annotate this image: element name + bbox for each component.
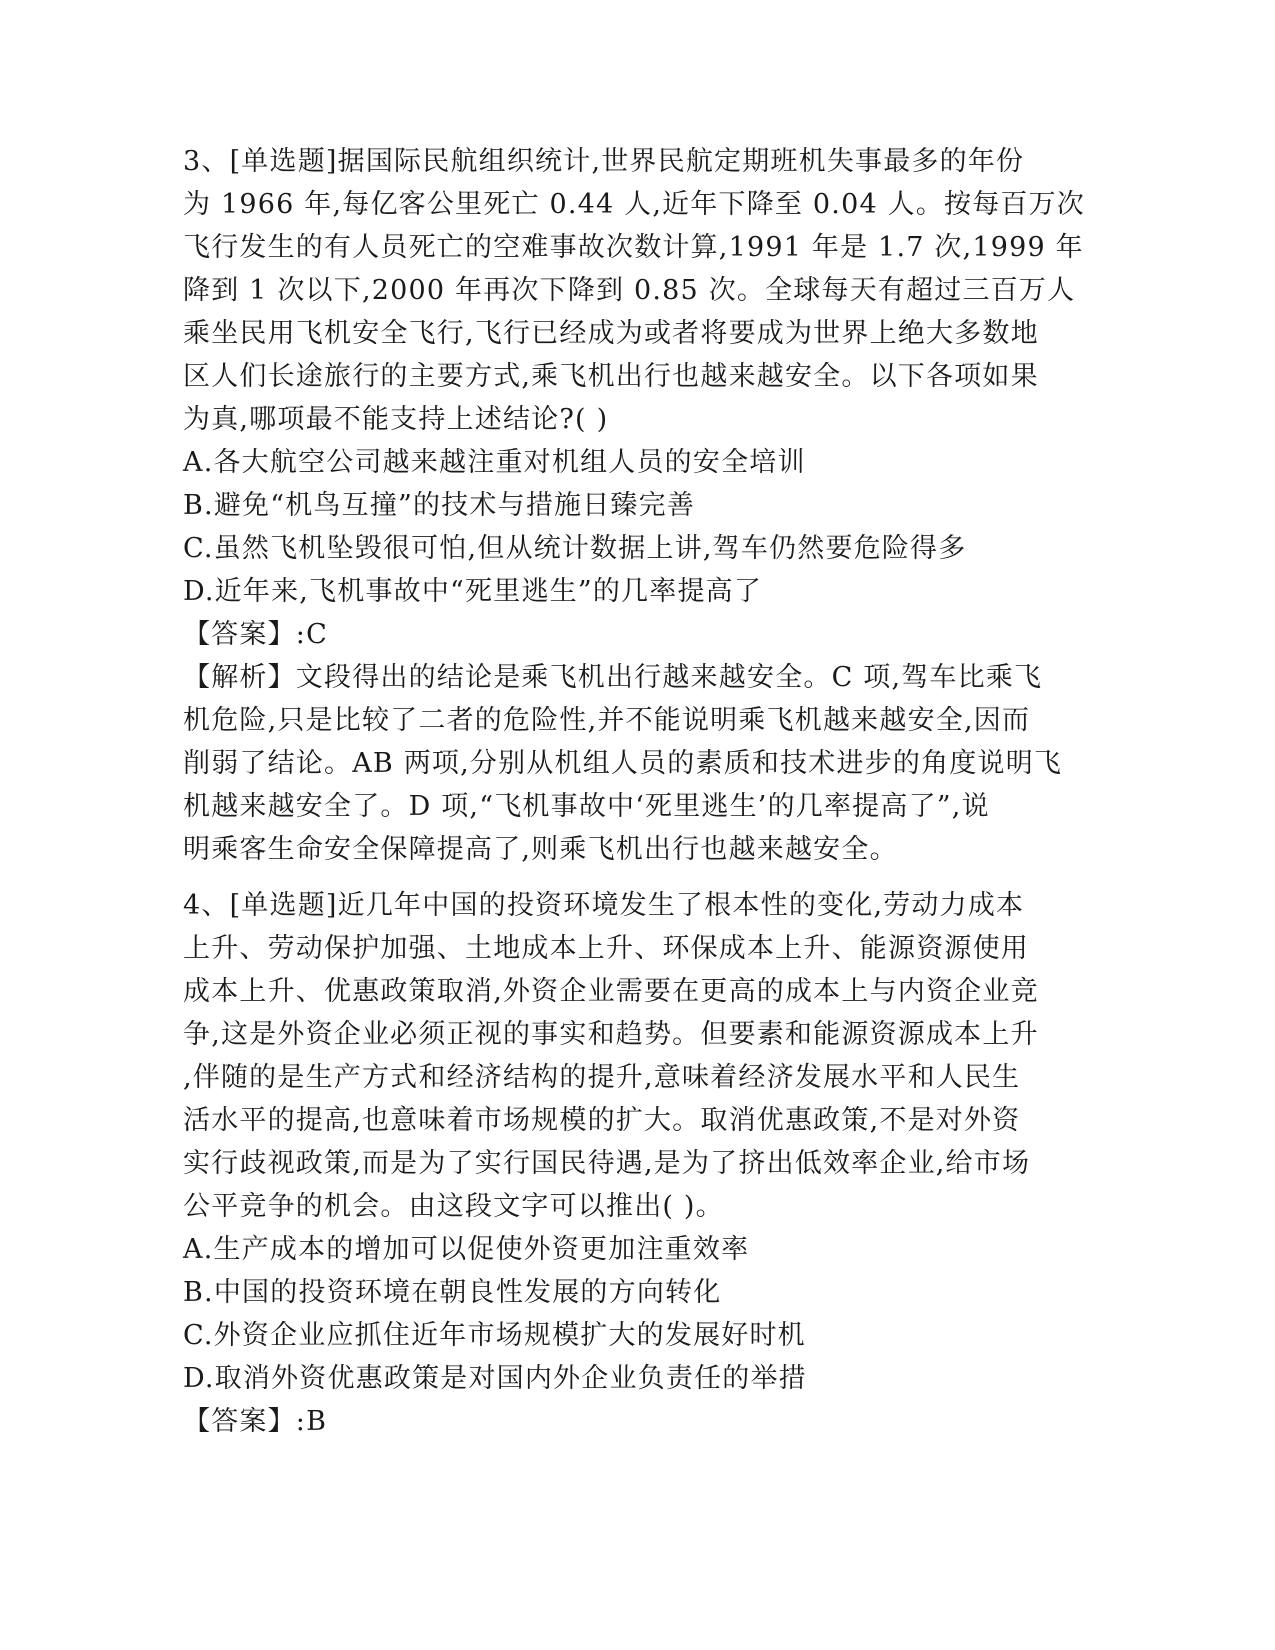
option-c: C.虽然飞机坠毁很可怕,但从统计数据上讲,驾车仍然要危险得多 — [183, 533, 967, 564]
question-stem-line: 乘坐民用飞机安全飞行,飞行已经成为或者将要成为世界上绝大多数地 — [183, 318, 1039, 349]
question-stem-line: 公平竞争的机会。由这段文字可以推出( )。 — [183, 1191, 724, 1222]
question-stem-line: 为真,哪项最不能支持上述结论?( ) — [183, 404, 609, 435]
option-b: B.避免“机鸟互撞”的技术与措施日臻完善 — [183, 490, 696, 521]
question-stem-line: 为 1966 年,每亿客公里死亡 0.44 人,近年下降至 0.04 人。按每百万次 — [183, 189, 1086, 220]
option-d: D.近年来,飞机事故中“死里逃生”的几率提高了 — [183, 576, 763, 607]
question-stem-line: 实行歧视政策,而是为了实行国民待遇,是为了挤出低效率企业,给市场 — [183, 1148, 1031, 1179]
option-c: C.外资企业应抓住近年市场规模扩大的发展好时机 — [183, 1320, 806, 1351]
option-a: A.生产成本的增加可以促使外资更加注重效率 — [183, 1234, 750, 1265]
answer-line: 【答案】:B — [183, 1406, 328, 1437]
question-stem-line: 降到 1 次以下,2000 年再次下降到 0.85 次。全球每天有超过三百万人 — [183, 275, 1076, 306]
option-a: A.各大航空公司越来越注重对机组人员的安全培训 — [183, 447, 806, 478]
option-b: B.中国的投资环境在朝良性发展的方向转化 — [183, 1277, 722, 1308]
question-stem-line: 飞行发生的有人员死亡的空难事故次数计算,1991 年是 1.7 次,1999 年 — [183, 232, 1084, 263]
document-page — [183, 140, 1086, 1443]
analysis-line: 【解析】文段得出的结论是乘飞机出行越来越安全。C 项,驾车比乘飞 — [183, 662, 1043, 693]
answer-line: 【答案】:C — [183, 619, 328, 650]
question-stem-line: 4、[单选题]近几年中国的投资环境发生了根本性的变化,劳动力成本 — [183, 890, 1025, 921]
question-4 — [183, 884, 1043, 1443]
question-3 — [183, 140, 1086, 871]
question-stem-line: 3、[单选题]据国际民航组织统计,世界民航定期班机失事最多的年份 — [183, 146, 1025, 177]
question-stem-line: ,伴随的是生产方式和经济结构的提升,意味着经济发展水平和人民生 — [183, 1062, 1021, 1093]
option-d: D.取消外资优惠政策是对国内外企业负责任的举措 — [183, 1363, 807, 1394]
question-stem-line: 活水平的提高,也意味着市场规模的扩大。取消优惠政策,不是对外资 — [183, 1105, 1021, 1136]
question-stem-line: 上升、劳动保护加强、土地成本上升、环保成本上升、能源资源使用 — [183, 933, 1029, 964]
analysis-line: 削弱了结论。AB 两项,分别从机组人员的素质和技术进步的角度说明飞 — [183, 748, 1063, 779]
question-stem-line: 成本上升、优惠政策取消,外资企业需要在更高的成本上与内资企业竞 — [183, 976, 1039, 1007]
analysis-line: 机危险,只是比较了二者的危险性,并不能说明乘飞机越来越安全,因而 — [183, 705, 1031, 736]
question-stem-line: 争,这是外资企业必须正视的事实和趋势。但要素和能源资源成本上升 — [183, 1019, 1039, 1050]
analysis-line: 明乘客生命安全保障提高了,则乘飞机出行也越来越安全。 — [183, 834, 898, 865]
question-stem-line: 区人们长途旅行的主要方式,乘飞机出行也越来越安全。以下各项如果 — [183, 361, 1039, 392]
analysis-line: 机越来越安全了。D 项,“飞机事故中‘死里逃生’的几率提高了”,说 — [183, 791, 990, 822]
